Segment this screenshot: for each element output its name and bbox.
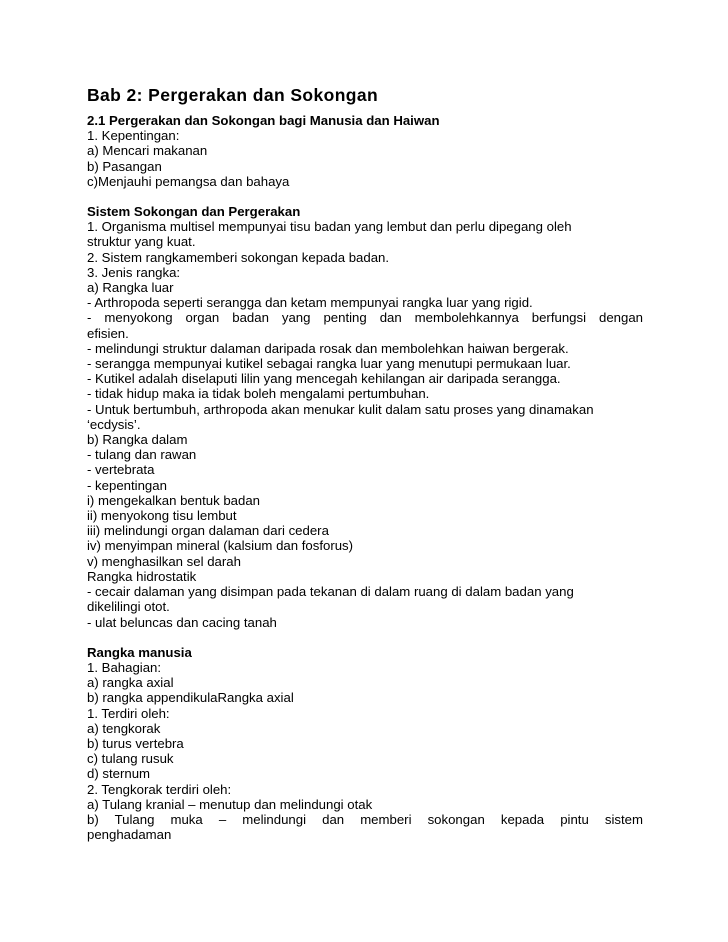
- text-line: v) menghasilkan sel darah: [87, 553, 241, 569]
- text-line: - Untuk bertumbuh, arthropoda akan menukar kulit dalam satu proses yang dinamakan: [87, 401, 594, 417]
- text-line: - Arthropoda seperti serangga dan ketam mempunyai rangka luar yang rigid.: [87, 295, 533, 311]
- text-line: - ulat beluncas dan cacing tanah: [87, 614, 277, 630]
- section-heading: Sistem Sokongan dan Pergerakan: [87, 204, 301, 220]
- paragraph-gap: [87, 189, 643, 204]
- section-heading: 2.1 Pergerakan dan Sokongan bagi Manusia dan Haiwan: [87, 113, 440, 128]
- text-line: iv) menyimpan mineral (kalsium dan fosforus): [87, 538, 354, 554]
- text-line: dikelilingi otot.: [87, 599, 170, 615]
- text-line: 1. Terdiri oleh:: [87, 705, 170, 721]
- text-line: i) mengekalkan bentuk badan: [87, 492, 261, 508]
- text-line: a) tengkorak: [87, 720, 161, 736]
- text-line: a) Rangka luar: [87, 280, 174, 296]
- text-line: struktur yang kuat.: [87, 234, 196, 250]
- text-line: 1. Bahagian:: [87, 659, 162, 675]
- text-line: - kepentingan: [87, 477, 167, 493]
- text-line: 1. Kepentingan:: [87, 128, 180, 144]
- section-heading: Rangka manusia: [87, 644, 192, 660]
- paragraph-gap: [87, 630, 643, 645]
- text-line: 2. Tengkorak terdiri oleh:: [87, 781, 232, 797]
- text-line: b) rangka appendikulaRangka axial: [87, 690, 294, 706]
- text-line: ‘ecdysis’.: [87, 416, 141, 432]
- text-line: - tidak hidup maka ia tidak boleh mengalami pertumbuhan.: [87, 386, 430, 402]
- text-line: efisien.: [87, 325, 129, 341]
- document-title: Bab 2: Pergerakan dan Sokongan: [87, 85, 379, 105]
- text-line: - Kutikel adalah diselaputi lilin yang mencegah kehilangan air daripada serangga.: [87, 371, 561, 387]
- text-line: - tulang dan rawan: [87, 447, 197, 463]
- text-line: - cecair dalaman yang disimpan pada tekanan di dalam ruang di dalam badan yang: [87, 584, 574, 600]
- text-line: - menyokong organ badan yang penting dan membolehkannya berfungsi dengan: [87, 310, 643, 326]
- text-line: c) tulang rusuk: [87, 751, 174, 767]
- text-line: 1. Organisma multisel mempunyai tisu badan yang lembut dan perlu dipegang oleh: [87, 219, 572, 235]
- text-line: c)Menjauhi pemangsa dan bahaya: [87, 173, 290, 189]
- text-line: penghadaman: [87, 827, 172, 843]
- text-line: - vertebrata: [87, 462, 155, 478]
- document-page: [87, 84, 643, 842]
- text-line: Rangka hidrostatik: [87, 568, 197, 584]
- text-line: 2. Sistem rangkamemberi sokongan kepada badan.: [87, 249, 390, 265]
- section-pergerakan-sokongan: [87, 113, 643, 189]
- text-line: a) Mencari makanan: [87, 143, 208, 159]
- text-line: a) rangka axial: [87, 675, 174, 691]
- text-line: b) Tulang muka – melindungi dan memberi sokongan kepada pintu sistem: [87, 811, 643, 827]
- section-rangka-manusia: [87, 645, 643, 843]
- section-sistem-sokongan: [87, 204, 643, 630]
- text-line: d) sternum: [87, 766, 151, 782]
- text-line: iii) melindungi organ dalaman dari cedera: [87, 523, 329, 539]
- text-line: b) Rangka dalam: [87, 432, 188, 448]
- text-line: ii) menyokong tisu lembut: [87, 508, 237, 524]
- text-line: b) Pasangan: [87, 158, 162, 174]
- text-line: 3. Jenis rangka:: [87, 264, 181, 280]
- text-line: b) turus vertebra: [87, 735, 184, 751]
- text-line: - serangga mempunyai kutikel sebagai rangka luar yang menutupi permukaan luar.: [87, 356, 571, 372]
- text-line: - melindungi struktur dalaman daripada rosak dan membolehkan haiwan bergerak.: [87, 340, 569, 356]
- text-line: a) Tulang kranial – menutup dan melindungi otak: [87, 796, 373, 812]
